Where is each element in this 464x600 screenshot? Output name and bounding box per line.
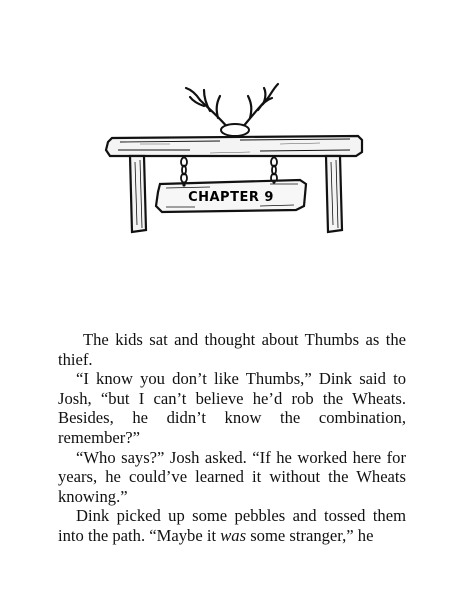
paragraph: The kids sat and thought about Thumbs as the thief. xyxy=(58,330,406,369)
paragraph: “Who says?” Josh asked. “If he worked here for years, he could’ve learned it without the Wheats knowing.” xyxy=(58,447,406,506)
chain-right-icon xyxy=(271,158,277,183)
paragraph: “I know you don’t like Thumbs,” Dink said to Josh, “but I can’t believe he’d rob the Wheats. Besides, he didn’t know the combination, remember?” xyxy=(58,369,406,447)
paragraph-text: some stranger,” he xyxy=(246,525,374,545)
chapter-sign-illustration xyxy=(100,80,370,240)
paragraph-text: Dink picked up some pebbles and tossed them into the path. “Maybe it xyxy=(58,506,406,545)
chapter-body-text xyxy=(58,330,406,546)
chapter-title: CHAPTER 9 xyxy=(188,190,274,205)
emphasized-word: was xyxy=(220,525,247,545)
chain-left-icon xyxy=(181,158,187,183)
paragraph xyxy=(58,506,406,545)
antlers-icon xyxy=(186,84,278,128)
